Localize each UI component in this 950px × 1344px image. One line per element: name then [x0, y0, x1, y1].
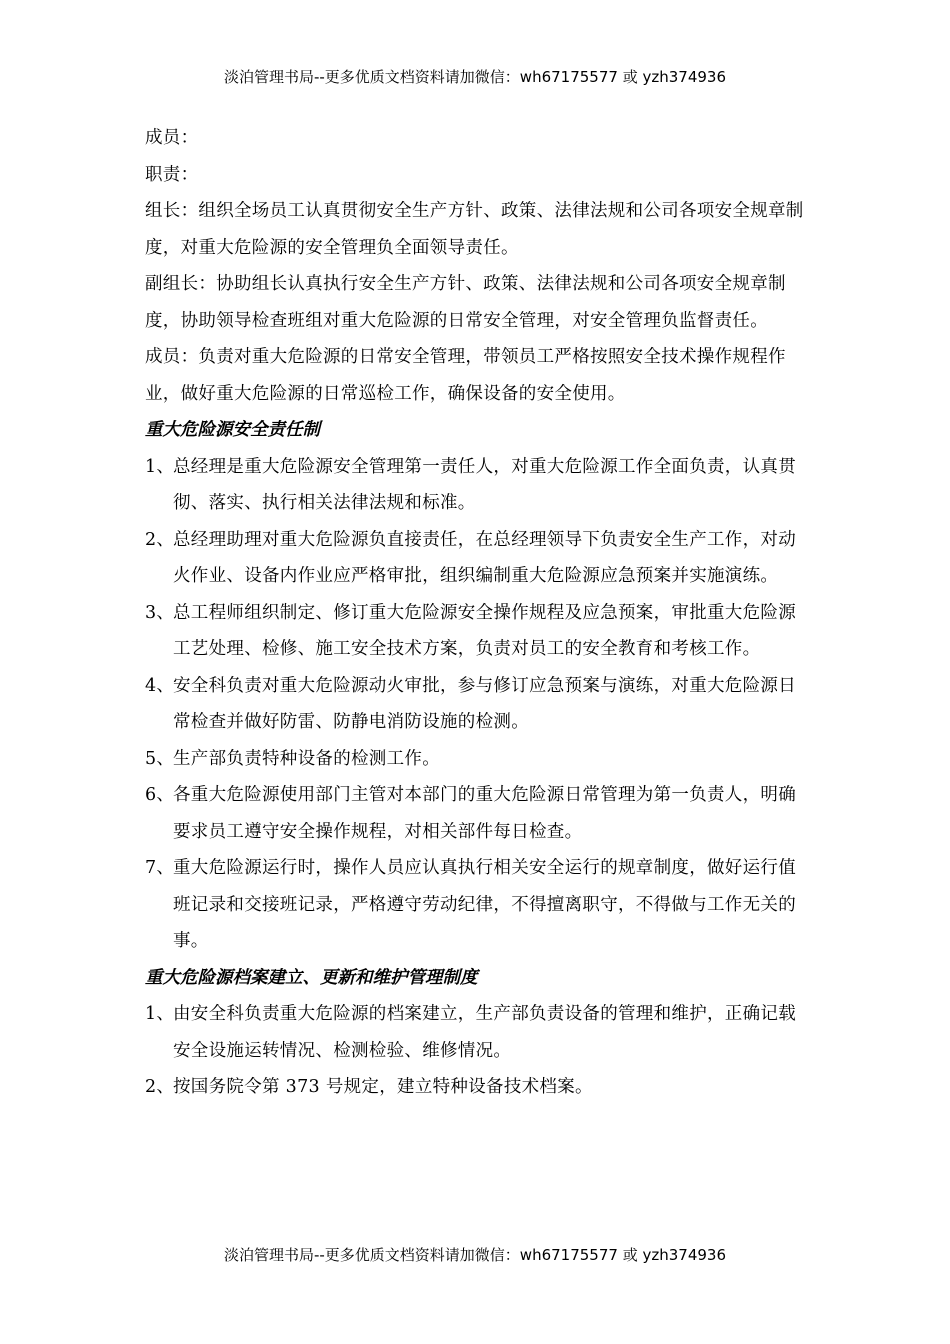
list-item: [145, 1069, 810, 1106]
paragraph-members-duty: 成员：负责对重大危险源的日常安全管理，带领员工严格按照安全技术操作规程作业，做好重大危险源的日常巡检工作，确保设备的安全使用。: [145, 347, 786, 404]
list-item: [145, 996, 810, 1069]
list-item-number: 3、: [145, 602, 175, 623]
list-item-text: 由安全科负责重大危险源的档案建立，生产部负责设备的管理和维护，正确记载安全设施运转情况、检测检验、维修情况。: [173, 1004, 796, 1061]
list-item-text: 总工程师组织制定、修订重大危险源安全操作规程及应急预案，审批重大危险源工艺处理、检修、施工安全技术方案，负责对员工的安全教育和考核工作。: [173, 602, 796, 659]
list-item: [145, 741, 810, 778]
paragraph-members-label: 成员：: [145, 128, 199, 148]
list-item-number: 1、: [145, 456, 175, 477]
list-item-text: 各重大危险源使用部门主管对本部门的重大危险源日常管理为第一负责人，明确要求员工遵守安全操作规程，对相关部件每日检查。: [173, 785, 796, 842]
list-item-text: 安全科负责对重大危险源动火审批，参与修订应急预案与演练，对重大危险源日常检查并做好防雷、防静电消防设施的检测。: [173, 675, 796, 732]
section-heading-archive-management: 重大危险源档案建立、更新和维护管理制度: [145, 967, 478, 988]
list-item: [145, 850, 810, 960]
list-item-number: 7、: [145, 858, 175, 878]
list-item-number: 2、: [145, 529, 175, 550]
list-item: [145, 595, 810, 668]
list-item: [145, 668, 810, 741]
document-body: [145, 120, 810, 1106]
paragraph-leader-duty: 组长：组织全场员工认真贯彻安全生产方针、政策、法律法规和公司各项安全规章制度，对重大危险源的安全管理负全面领导责任。: [145, 201, 804, 258]
page-header: 淡泊管理书局--更多优质文档资料请加微信：wh67175577 或 yzh374936: [223, 68, 726, 86]
list-item-text: 总经理是重大危险源安全管理第一责任人，对重大危险源工作全面负责，认真贯彻、落实、执行相关法律法规和标准。: [173, 456, 796, 513]
list-item-number: 5、: [145, 748, 175, 769]
paragraph-deputy-leader-duty: 副组长：协助组长认真执行安全生产方针、政策、法律法规和公司各项安全规章制度，协助领导检查班组对重大危险源的日常安全管理，对安全管理负监督责任。: [145, 274, 786, 331]
list-item-number: 2、: [145, 1077, 175, 1097]
list-item-text: 重大危险源运行时，操作人员应认真执行相关安全运行的规章制度，做好运行值班记录和交接班记录，严格遵守劳动纪律，不得擅离职守，不得做与工作无关的事。: [173, 858, 796, 951]
list-item-text: 按国务院令第 373 号规定，建立特种设备技术档案。: [173, 1077, 593, 1097]
paragraph-duties-label: 职责：: [145, 164, 199, 185]
list-item-number: 4、: [145, 675, 175, 696]
list-item-number: 6、: [145, 785, 175, 805]
section-heading-safety-responsibility: 重大危险源安全责任制: [145, 420, 320, 440]
list-item-number: 1、: [145, 1004, 175, 1024]
list-item: [145, 522, 810, 595]
page-footer: 淡泊管理书局--更多优质文档资料请加微信：wh67175577 或 yzh374936: [223, 1246, 726, 1264]
list-item-text: 总经理助理对重大危险源负直接责任，在总经理领导下负责安全生产工作，对动火作业、设备内作业应严格审批，组织编制重大危险源应急预案并实施演练。: [173, 529, 796, 586]
list-item-text: 生产部负责特种设备的检测工作。: [173, 748, 440, 769]
list-item: [145, 449, 810, 522]
list-item: [145, 777, 810, 850]
